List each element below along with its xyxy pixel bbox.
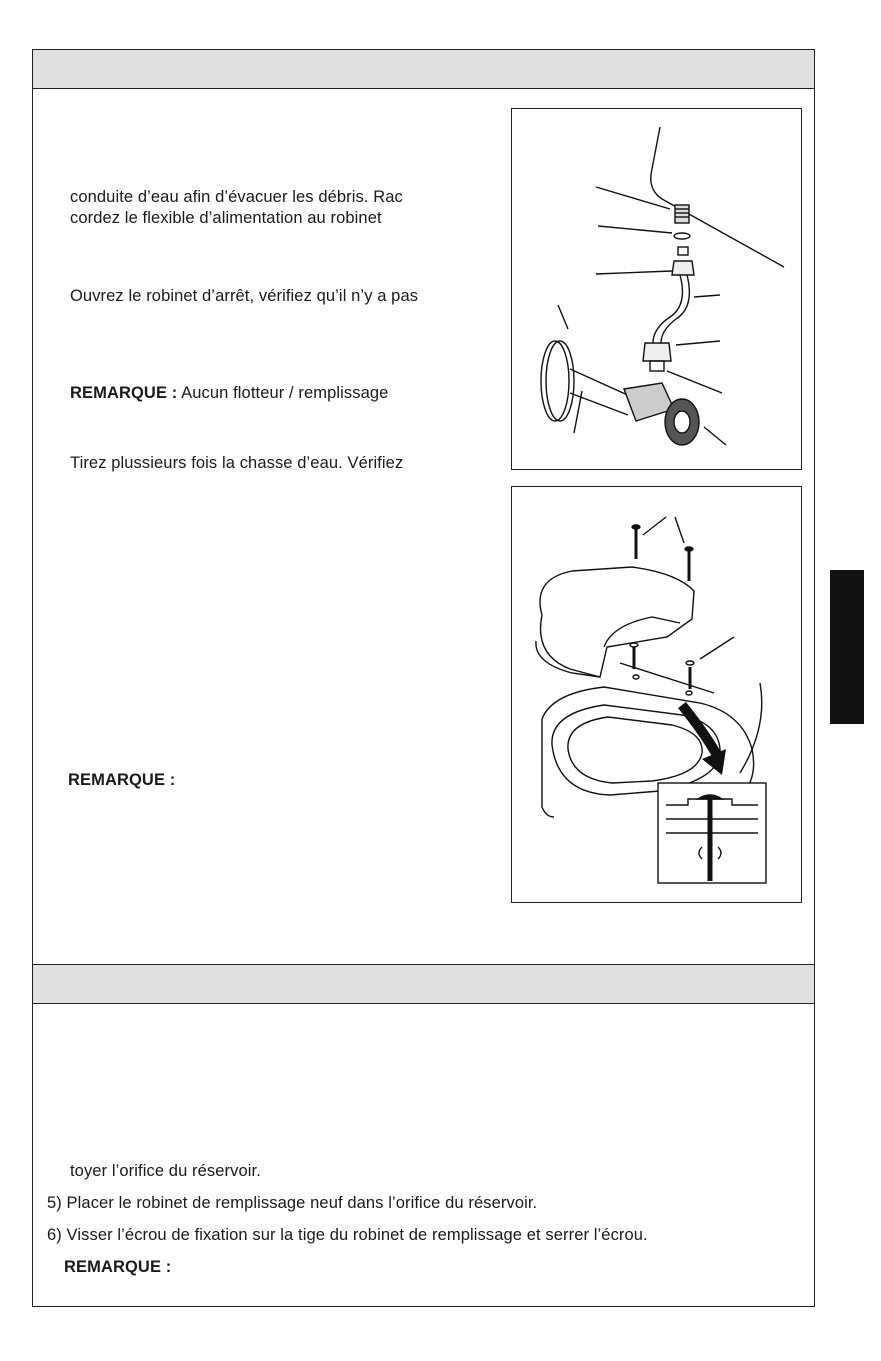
toilet-seat-figure	[511, 486, 802, 903]
instruction-line: Ouvrez le robinet d’arrêt, vérifiez qu’il n’y a pas	[70, 287, 419, 305]
instruction-line: conduite d’eau afin d’évacuer les débris. Rac	[70, 188, 403, 206]
note-label: REMARQUE :	[64, 1258, 172, 1276]
instruction-line: Tirez plussieurs fois la chasse d’eau. Vérifiez	[70, 454, 404, 472]
toilet-seat-illustration	[512, 487, 801, 902]
note-text: Aucun flotteur / remplissage	[181, 384, 389, 402]
water-supply-figure	[511, 108, 802, 470]
section-header-bar-1	[32, 49, 815, 89]
instruction-line: toyer l’orifice du réservoir.	[70, 1162, 261, 1180]
instruction-step-5: 5) Placer le robinet de remplissage neuf dans l’orifice du réservoir.	[47, 1194, 538, 1212]
section-side-tab	[830, 570, 864, 724]
water-supply-illustration	[512, 109, 801, 469]
note-label: REMARQUE :	[70, 384, 178, 402]
instruction-line: cordez le flexible d’alimentation au robinet	[70, 209, 382, 227]
section-header-bar-2	[32, 964, 815, 1004]
instruction-step-6: 6) Visser l’écrou de fixation sur la tige du robinet de remplissage et serrer l’écrou.	[47, 1226, 648, 1244]
note-line	[70, 382, 388, 404]
note-label: REMARQUE :	[68, 771, 176, 789]
